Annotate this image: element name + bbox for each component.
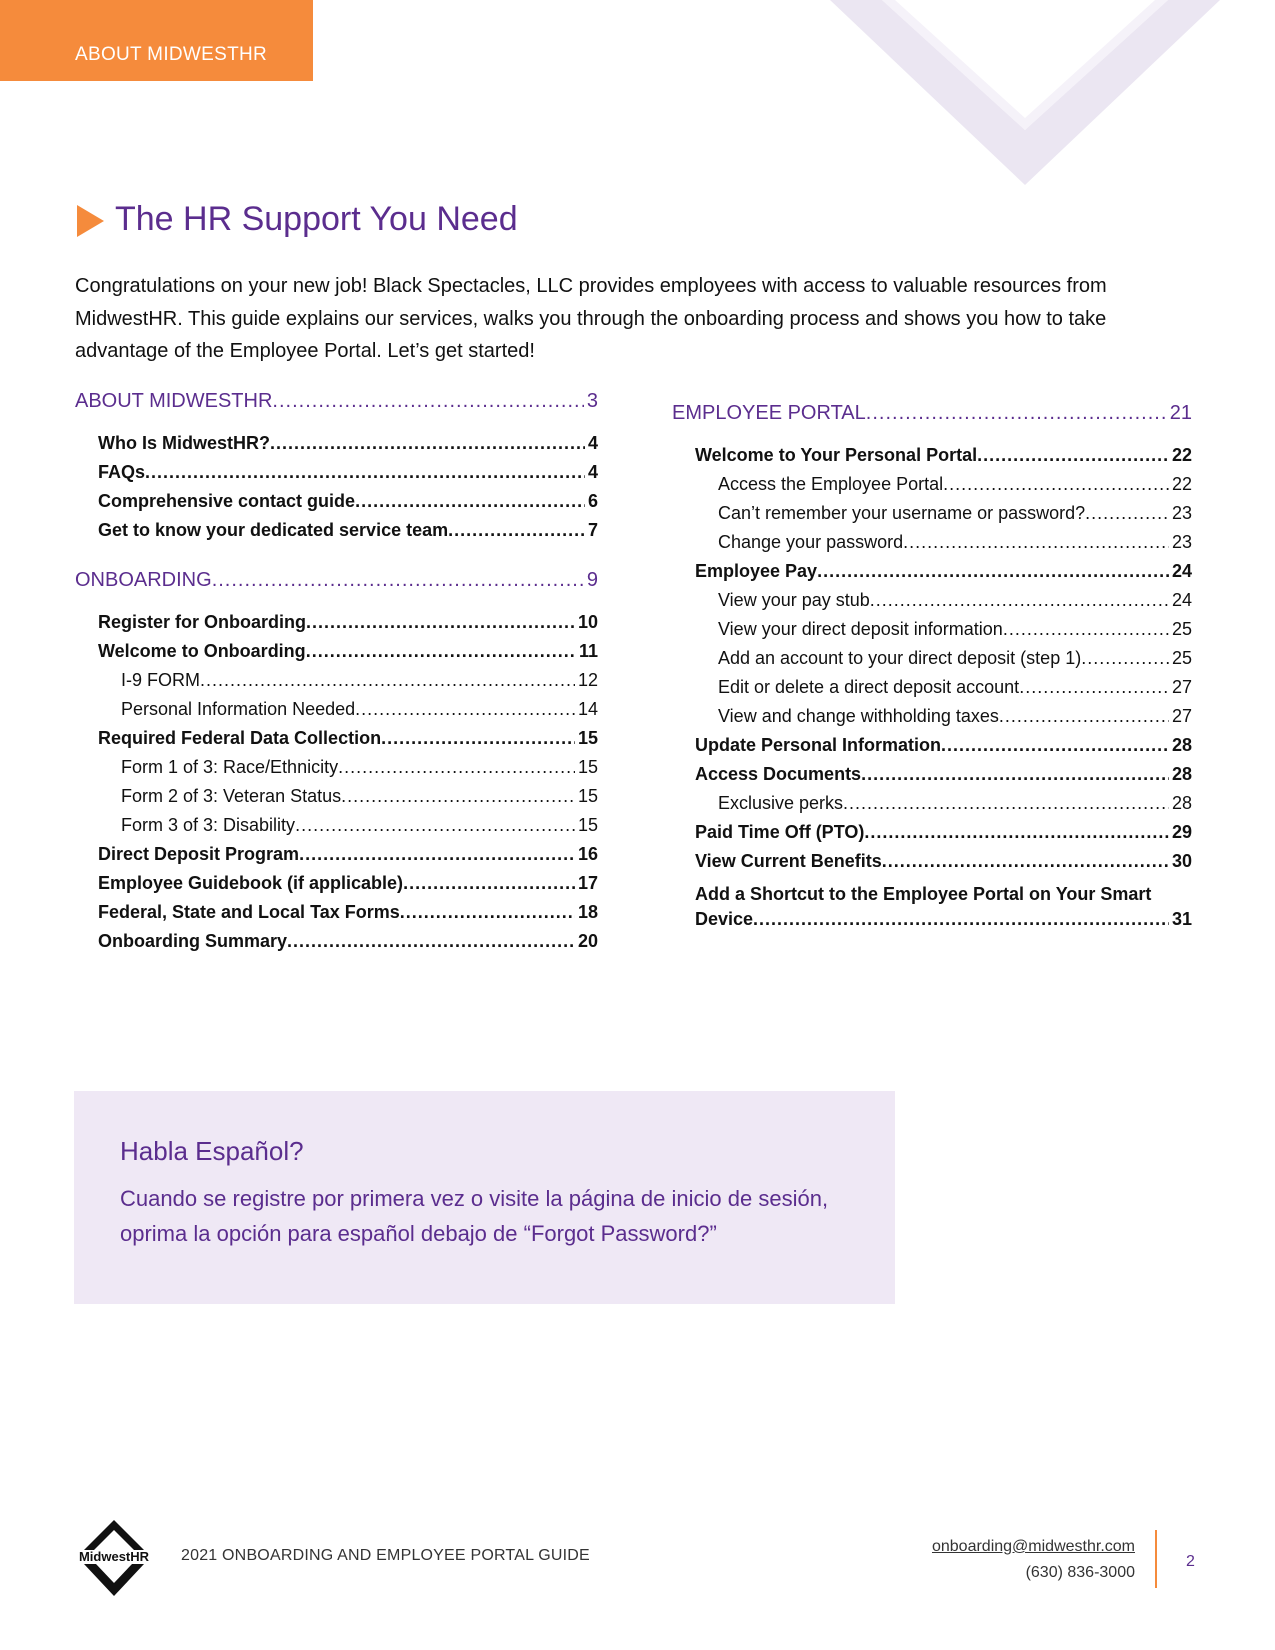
toc-entry[interactable] <box>672 909 1192 938</box>
toc-dot-leader <box>338 757 575 778</box>
toc-entry-label: View Current Benefits <box>695 851 882 871</box>
toc-entry-label: View and change withholding taxes <box>718 706 999 726</box>
toc-dot-leader <box>306 612 575 633</box>
toc-entry[interactable] <box>672 561 1192 590</box>
toc-dot-leader <box>1085 503 1169 524</box>
footer-guide-title: 2021 ONBOARDING AND EMPLOYEE PORTAL GUIDE <box>181 1547 590 1564</box>
toc-dot-leader <box>817 561 1169 582</box>
toc-page-number: 18 <box>577 902 598 922</box>
section-tab-label: ABOUT MIDWESTHR <box>75 44 268 65</box>
toc-page-number: 15 <box>577 728 598 748</box>
toc-page-number: 4 <box>587 433 598 453</box>
toc-entry-label: Edit or delete a direct deposit account <box>718 677 1020 697</box>
page-number: 2 <box>1186 1553 1195 1570</box>
page-title: The HR Support You Need <box>115 200 518 238</box>
toc-dot-leader <box>870 590 1169 611</box>
title-arrow-icon <box>77 205 104 237</box>
toc-entry-label: Welcome to Your Personal Portal <box>695 445 978 465</box>
toc-entry-label: Who Is MidwestHR? <box>98 433 270 453</box>
toc-entry-label: Form 2 of 3: Veteran Status <box>121 786 342 806</box>
toc-entry-label: Direct Deposit Program <box>98 844 300 864</box>
decorative-chevron-icon <box>830 0 1220 185</box>
toc-entry[interactable] <box>672 648 1192 677</box>
toc-dot-leader <box>861 764 1169 785</box>
toc-dot-leader <box>903 532 1169 553</box>
toc-page-number: 27 <box>1171 706 1192 726</box>
toc-page-number: 15 <box>577 757 598 777</box>
toc-entry[interactable] <box>75 844 598 873</box>
toc-entry[interactable] <box>75 699 598 728</box>
toc-dot-leader <box>200 670 575 691</box>
toc-entry-label: Form 1 of 3: Race/Ethnicity <box>121 757 339 777</box>
toc-entry[interactable] <box>672 851 1192 880</box>
toc-entry-label: ABOUT MIDWESTHR <box>75 390 273 412</box>
midwesthr-logo <box>72 1518 156 1598</box>
section-tab <box>0 0 313 81</box>
toc-entry-label: View your pay stub <box>718 590 870 610</box>
toc-page-number: 25 <box>1171 648 1192 668</box>
toc-page-number: 21 <box>1169 402 1192 424</box>
toc-left-column <box>75 390 598 960</box>
toc-entry-label: Comprehensive contact guide <box>98 491 356 511</box>
toc-dot-leader <box>212 569 584 592</box>
toc-page-number: 4 <box>587 462 598 482</box>
toc-dot-leader <box>400 902 575 923</box>
toc-page-number: 9 <box>586 569 598 591</box>
toc-entry[interactable] <box>75 520 598 549</box>
toc-entry[interactable] <box>75 433 598 462</box>
toc-entry[interactable] <box>75 612 598 641</box>
toc-section-heading[interactable] <box>75 569 598 597</box>
toc-entry[interactable] <box>672 677 1192 706</box>
toc-entry-label: Get to know your dedicated service team <box>98 520 449 540</box>
toc-dot-leader <box>866 402 1167 425</box>
toc-page-number: 7 <box>587 520 598 540</box>
toc-entry[interactable] <box>672 822 1192 851</box>
toc-dot-leader <box>1019 677 1169 698</box>
toc-entry-label: Employee Guidebook (if applicable) <box>98 873 404 893</box>
toc-entry-label: Access the Employee Portal <box>718 474 944 494</box>
toc-dot-leader <box>381 728 575 749</box>
toc-entry-label: Paid Time Off (PTO) <box>695 822 865 842</box>
toc-dot-leader <box>882 851 1169 872</box>
toc-dot-leader <box>299 844 575 865</box>
toc-page-number: 30 <box>1171 851 1192 871</box>
toc-dot-leader <box>943 474 1169 495</box>
intro-paragraph: Congratulations on your new job! Black Spectacles, LLC provides employees with access to valuable resources from MidwestHR. This guide explains our services, walks you through the onboarding process and shows you how to take advantage of the Employee Portal. Let’s get started! <box>75 275 1107 362</box>
toc-entry-label: Register for Onboarding <box>98 612 307 632</box>
toc-entry-label: Can’t remember your username or password? <box>718 503 1086 523</box>
toc-dot-leader <box>287 931 575 952</box>
toc-dot-leader <box>864 822 1169 843</box>
toc-page-number: 31 <box>1171 909 1192 929</box>
toc-entry[interactable] <box>672 764 1192 793</box>
toc-dot-leader <box>145 462 585 483</box>
toc-dot-leader <box>977 445 1169 466</box>
toc-page-number: 14 <box>577 699 598 719</box>
toc-entry-label: Device <box>695 909 754 929</box>
logo-text: MidwestHR <box>78 1549 150 1564</box>
toc-entry[interactable] <box>75 786 598 815</box>
toc-section-heading[interactable] <box>75 390 598 418</box>
toc-entry-label: I-9 FORM <box>121 670 200 690</box>
toc-section-heading[interactable] <box>672 402 1192 430</box>
footer-phone: (630) 836-3000 <box>1025 1564 1135 1581</box>
spanish-callout-box <box>74 1091 895 1304</box>
toc-page-number: 27 <box>1171 677 1192 697</box>
toc-entry[interactable] <box>75 670 598 699</box>
toc-page-number: 24 <box>1171 561 1192 581</box>
toc-entry[interactable] <box>672 706 1192 735</box>
toc-page-number: 11 <box>578 641 598 661</box>
toc-entry-label: Form 3 of 3: Disability <box>121 815 296 835</box>
toc-entry-label: Required Federal Data Collection <box>98 728 382 748</box>
toc-dot-leader <box>448 520 585 541</box>
toc-entry[interactable] <box>75 757 598 786</box>
toc-dot-leader <box>355 699 575 720</box>
toc-entry[interactable] <box>75 902 598 931</box>
toc-entry[interactable] <box>672 590 1192 619</box>
toc-entry-label: Access Documents <box>695 764 862 784</box>
toc-entry-label: FAQs <box>98 462 146 482</box>
toc-entry[interactable] <box>672 474 1192 503</box>
toc-entry-label: ONBOARDING <box>75 569 212 591</box>
footer-divider <box>1155 1530 1157 1588</box>
toc-entry[interactable] <box>672 532 1192 561</box>
toc-page-number: 28 <box>1171 793 1192 813</box>
footer-email-link[interactable]: onboarding@midwesthr.com <box>931 1538 1135 1555</box>
toc-entry-label: Personal Information Needed <box>121 699 356 719</box>
toc-dot-leader <box>941 735 1169 756</box>
toc-page-number: 17 <box>577 873 598 893</box>
toc-dot-leader <box>843 793 1169 814</box>
toc-page-number: 22 <box>1171 474 1192 494</box>
toc-dot-leader <box>270 433 585 454</box>
toc-page-number: 10 <box>577 612 598 632</box>
toc-page-number: 23 <box>1171 532 1192 552</box>
toc-dot-leader <box>355 491 585 512</box>
toc-entry[interactable] <box>672 619 1192 648</box>
toc-page-number: 20 <box>577 931 598 951</box>
toc-entry[interactable] <box>75 815 598 844</box>
toc-entry[interactable] <box>75 873 598 902</box>
toc-entry-label: Federal, State and Local Tax Forms <box>98 902 400 922</box>
toc-page-number: 23 <box>1171 503 1192 523</box>
toc-page-number: 3 <box>586 390 598 412</box>
toc-page-number: 28 <box>1171 735 1192 755</box>
toc-page-number: 25 <box>1171 619 1192 639</box>
toc-dot-leader <box>1081 648 1169 669</box>
toc-entry-label: Employee Pay <box>695 561 818 581</box>
callout-title: Habla Español? <box>120 1136 304 1166</box>
toc-entry-label: View your direct deposit information <box>718 619 1003 639</box>
callout-text: Cuando se registre por primera vez o visite la página de inicio de sesión, oprima la opción para español debajo de “Forgot Password?” <box>120 1186 829 1246</box>
toc-dot-leader <box>272 390 583 413</box>
toc-entry[interactable] <box>672 503 1192 532</box>
toc-entry[interactable] <box>75 491 598 520</box>
toc-entry-label: Onboarding Summary <box>98 931 288 951</box>
toc-dot-leader <box>403 873 575 894</box>
toc-entry[interactable] <box>75 641 598 670</box>
toc-entry-label: Add an account to your direct deposit (step 1) <box>718 648 1082 668</box>
toc-page-number: 22 <box>1171 445 1192 465</box>
toc-dot-leader <box>341 786 575 807</box>
toc-page-number: 15 <box>577 786 598 806</box>
toc-page-number: 28 <box>1171 764 1192 784</box>
toc-page-number: 15 <box>577 815 598 835</box>
toc-entry-label: Welcome to Onboarding <box>98 641 306 661</box>
toc-page-number: 12 <box>577 670 598 690</box>
toc-entry[interactable] <box>75 728 598 757</box>
toc-dot-leader <box>295 815 575 836</box>
toc-entry[interactable] <box>672 445 1192 474</box>
toc-dot-leader <box>306 641 576 662</box>
toc-dot-leader <box>753 909 1169 930</box>
toc-page-number: 24 <box>1171 590 1192 610</box>
toc-dot-leader <box>1003 619 1169 640</box>
toc-page-number: 6 <box>587 491 598 511</box>
toc-entry-label: Change your password <box>718 532 904 552</box>
toc-entry[interactable] <box>672 735 1192 764</box>
toc-entry-label: Exclusive perks <box>718 793 844 813</box>
toc-entry[interactable] <box>75 462 598 491</box>
toc-entry-label-line[interactable]: Add a Shortcut to the Employee Portal on Your Smart <box>695 884 1152 904</box>
toc-entry-label: Update Personal Information <box>695 735 942 755</box>
toc-entry[interactable] <box>672 793 1192 822</box>
toc-dot-leader <box>999 706 1169 727</box>
toc-entry[interactable] <box>75 931 598 960</box>
toc-right-column <box>672 402 1192 938</box>
toc-page-number: 29 <box>1171 822 1192 842</box>
toc-entry-label: EMPLOYEE PORTAL <box>672 402 866 424</box>
toc-page-number: 16 <box>577 844 598 864</box>
